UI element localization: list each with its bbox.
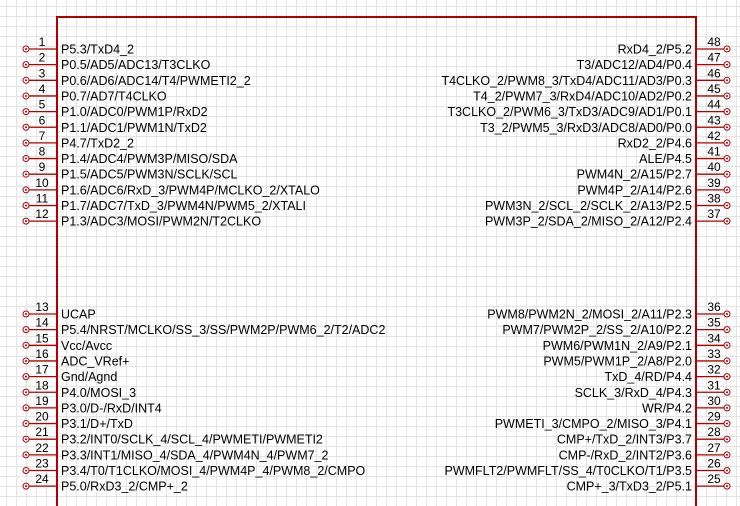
pin-number: 5 [38,97,46,112]
pin-connection-dot [25,95,27,97]
pin-label: P3.3/INT1/MISO_4/SDA_4/PWM4N_4/PWM7_2 [61,448,329,463]
pin-number: 33 [707,346,721,361]
pin-connection-dot [726,111,728,113]
pin-number: 28 [707,425,721,440]
pin-number: 37 [707,207,721,222]
pin-connection-dot [726,423,728,425]
pin-label: PWMFLT2/PWMFLT/SS_4/T0CLKO/T1/P3.5 [444,464,692,478]
pin-connection-dot [726,126,728,128]
pin-number: 46 [707,66,721,81]
pin-number: 24 [35,472,49,487]
pin-connection-dot [726,220,728,222]
pin-label: PWM7/PWM2P_2/SS_2/A10/P2.2 [502,323,692,338]
pin-connection-dot [726,344,728,346]
pin-number: 9 [38,160,46,175]
pin-connection-dot [726,189,728,191]
pin-connection-dot [726,158,728,160]
pin-label: T4CLKO_2/PWM8_3/TxD4/ADC11/AD3/P0.3 [441,73,692,88]
pin-connection-dot [726,48,728,50]
pin-label: P1.0/ADC0/PWM1P/RxD2 [61,105,208,120]
pin-label: P0.6/AD6/ADC14/T4/PWMETI2_2 [61,73,251,88]
pin-connection-dot [25,111,27,113]
pin-number: 34 [707,331,721,346]
pin-label: P4.7/TxD2_2 [61,136,134,151]
pin-connection-dot [25,64,27,66]
left-pin-group [23,35,385,494]
pin-number: 23 [35,456,49,471]
pin-connection-dot [25,48,27,50]
pin-label: P5.4/NRST/MCLKO/SS_3/SS/PWM2P/PWM6_2/T2/ADC2 [61,323,386,338]
pin-connection-dot [25,407,27,409]
pin-label: PWM3N_2/SCL_2/SCLK_2/A13/P2.5 [484,199,692,213]
pin-label: ALE/P4.5 [639,152,692,167]
pin-number: 20 [35,409,49,424]
pin-label: P3.1/D+/TxD [61,417,133,432]
pin-number: 27 [707,440,721,455]
pin-label: SCLK_3/RxD_4/P4.3 [574,385,692,400]
pin-label: RxD4_2/P5.2 [617,42,692,57]
pin-label: P3.0/D-/RxD/INT4 [61,401,162,416]
pin-label: P0.7/AD7/T4CLKO [61,89,167,104]
pin-label: PWMETI_3/CMPO_2/MISO_3/P4.1 [494,417,692,432]
pin-label: P3.2/INT0/SCLK_4/SCL_4/PWMETI/PWMETI2 [61,432,323,447]
pin-connection-dot [25,329,27,331]
pin-label: T3CLKO_2/PWM6_3/TxD3/ADC9/AD1/P0.1 [447,105,692,120]
pin-label: PWM3P_2/SDA_2/MISO_2/A12/P2.4 [484,214,692,229]
pin-number: 1 [38,35,46,49]
pin-number: 30 [707,393,721,408]
pin-number: 29 [707,409,721,424]
pin-label: TxD_4/RD/P4.4 [604,370,692,385]
pin-connection-dot [25,313,27,315]
pin-number: 21 [35,425,49,440]
pin-connection-dot [726,205,728,207]
pin-label: P1.3/ADC3/MOSI/PWM2N/T2CLKO [61,214,262,229]
pin-number: 45 [707,81,721,96]
pin-connection-dot [25,142,27,144]
right-pin-group [441,35,730,494]
pin-label: P1.4/ADC4/PWM3P/MISO/SDA [61,152,238,167]
pin-number: 13 [35,300,49,314]
pin-number: 12 [35,207,49,222]
pin-connection-dot [25,438,27,440]
pin-label: Vcc/Avcc [61,338,113,353]
pin-number: 6 [38,113,46,128]
pin-connection-dot [726,64,728,66]
pin-number: 19 [35,393,49,408]
pin-label: CMP+/TxD_2/INT3/P3.7 [556,432,692,447]
pin-label: T3_2/PWM5_3/RxD3/ADC8/AD0/P0.0 [480,120,692,135]
pin-label: CMP-/RxD_2/INT2/P3.6 [558,448,692,463]
pin-number: 47 [707,50,721,65]
pin-label: CMP+_3/TxD3_2/P5.1 [566,479,692,494]
pin-label: P5.0/RxD3_2/CMP+_2 [61,479,188,494]
pin-number: 22 [35,440,49,455]
pin-number: 14 [35,315,49,330]
pin-label: P1.6/ADC6/RxD_3/PWM4P/MCLKO_2/XTALO [61,183,320,198]
pin-connection-dot [25,470,27,472]
pin-number: 8 [38,144,46,159]
pin-number: 43 [707,113,721,128]
pin-connection-dot [726,329,728,331]
pin-connection-dot [25,485,27,487]
pin-connection-dot [726,79,728,81]
pin-connection-dot [726,391,728,393]
pin-label: P3.4/T0/T1CLKO/MOSI_4/PWM4P_4/PWM8_2/CMPO [61,464,366,478]
pin-number: 2 [38,50,46,65]
pin-connection-dot [726,485,728,487]
pin-connection-dot [25,376,27,378]
pin-label: P4.0/MOSI_3 [61,385,137,400]
pin-connection-dot [25,126,27,128]
pin-connection-dot [25,360,27,362]
pin-label: PWM8/PWM2N_2/MOSI_2/A11/P2.3 [487,307,692,322]
pin-number: 4 [38,81,46,96]
pin-label: P1.1/ADC1/PWM1N/TxD2 [61,120,207,135]
pin-number: 41 [707,144,721,159]
pin-label: RxD2_2/P4.6 [617,136,692,151]
pin-connection-dot [726,142,728,144]
pin-label: Gnd/Agnd [61,370,118,385]
pin-label: PWM6/PWM1N_2/A9/P2.1 [542,338,692,353]
pin-number: 42 [707,128,721,143]
pin-connection-dot [726,173,728,175]
pin-connection-dot [25,454,27,456]
pin-36 [487,300,730,322]
pin-connection-dot [726,454,728,456]
pin-connection-dot [25,344,27,346]
pin-number: 40 [707,160,721,175]
pin-number: 18 [35,378,49,393]
pin-number: 25 [707,472,721,487]
pin-label: P5.3/TxD4_2 [61,42,134,57]
pin-number: 16 [35,346,49,361]
pin-connection-dot [25,391,27,393]
pin-label: WR/P4.2 [641,401,692,416]
pin-label: T3/ADC12/AD4/P0.4 [576,58,692,73]
pin-number: 7 [38,128,46,143]
pin-label: P0.5/AD5/ADC13/T3CLKO [61,58,211,73]
pin-label: T4_2/PWM7_3/RxD4/ADC10/AD2/P0.2 [473,89,692,104]
pin-connection-dot [25,205,27,207]
pin-number: 26 [707,456,721,471]
pin-connection-dot [726,438,728,440]
pin-number: 32 [707,362,721,377]
pin-connection-dot [726,470,728,472]
pin-number: 36 [707,300,721,314]
pin-number: 31 [707,378,721,393]
pin-connection-dot [726,376,728,378]
pin-number: 15 [35,331,49,346]
pin-number: 3 [38,66,46,81]
pin-label: ADC_VRef+ [61,354,130,369]
pin-connection-dot [726,407,728,409]
pin-label: PWM5/PWM1P_2/A8/P2.0 [543,354,692,369]
pin-connection-dot [25,189,27,191]
pin-label: PWM4N_2/A15/P2.7 [576,167,692,182]
pin-number: 11 [35,191,49,206]
pin-connection-dot [25,79,27,81]
pin-number: 17 [35,362,49,377]
pin-number: 39 [707,175,721,190]
pin-number: 44 [707,97,721,112]
pin-number: 10 [35,175,49,190]
pin-connection-dot [726,360,728,362]
pin-29 [495,410,730,432]
pin-label: P1.5/ADC5/PWM3N/SCLK/SCL [61,167,238,182]
pin-connection-dot [25,173,27,175]
pin-label: PWM4P_2/A14/P2.6 [577,183,692,198]
pin-connection-dot [726,95,728,97]
pin-label: P1.7/ADC7/TxD_3/PWM4N/PWM5_2/XTALI [61,199,306,213]
pin-connection-dot [25,158,27,160]
pin-label: UCAP [61,307,96,322]
pin-number: 35 [707,315,721,330]
pin-connection-dot [25,220,27,222]
pin-connection-dot [726,313,728,315]
pin-number: 38 [707,191,721,206]
pin-number: 48 [707,35,721,49]
pin-connection-dot [25,423,27,425]
pin-13 [23,300,96,322]
